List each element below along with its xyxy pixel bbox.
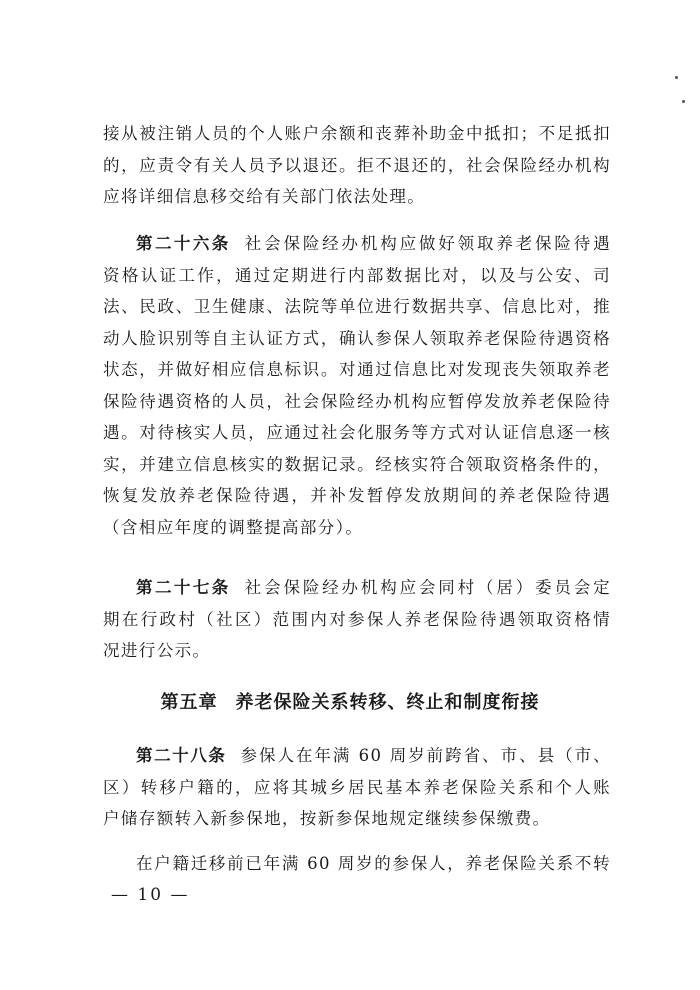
- chapter-number: 第五章: [160, 692, 218, 713]
- scan-mark: [682, 100, 685, 103]
- text-line: 遇。对待核实人员，应通过社会化服务等方式对认证信息逐一核: [103, 423, 611, 442]
- scan-mark: [675, 76, 678, 79]
- article-label: 第二十七条: [136, 578, 231, 597]
- text-line: 状态，并做好相应信息标识。对通过信息比对发现丧失领取养老: [103, 360, 611, 379]
- article-26: [103, 228, 611, 543]
- text-line-rest: 社会保险经办机构应会同村（居）委员会定: [244, 578, 611, 597]
- text-line: 保险待遇资格的人员，社会保险经办机构应暂停发放养老保险待: [103, 391, 611, 411]
- text-line: [103, 572, 611, 604]
- text-line-rest: 参保人在年满 60 周岁前跨省、市、县（市、: [240, 746, 611, 765]
- chapter-heading: [0, 688, 700, 714]
- text-line: 在户籍迁移前已年满 60 周岁的参保人，养老保险关系不转: [136, 854, 611, 873]
- text-line: 动人脸识别等自主认证方式，确认参保人领取养老保险待遇资格: [103, 328, 611, 348]
- paragraph-last: [103, 848, 611, 880]
- page-number: — 10 —: [111, 885, 190, 905]
- text-line: 恢复发放养老保险待遇，并补发暂停发放期间的养老保险待遇: [103, 486, 611, 505]
- article-label: 第二十八条: [136, 746, 227, 765]
- text-line: 区）转移户籍的，应将其城乡居民基本养老保险关系和个人账: [103, 777, 611, 797]
- paragraph-continuation: [103, 118, 611, 213]
- text-line: 期在行政村（社区）范围内对参保人养老保险待遇领取资格情: [103, 609, 611, 629]
- text-line: （含相应年度的调整提高部分）。: [103, 517, 364, 537]
- text-line: 况进行公示。: [103, 641, 211, 660]
- text-line: 的，应责令有关人员予以退还。拒不退还的，社会保险经办机构: [103, 155, 611, 175]
- article-27: [103, 572, 611, 667]
- text-line: [103, 740, 611, 772]
- article-28: [103, 740, 611, 835]
- text-line-rest: 社会保险经办机构应做好领取养老保险待遇: [244, 234, 611, 253]
- text-line: 接从被注销人员的个人账户余额和丧葬补助金中抵扣；不足抵扣: [103, 124, 611, 143]
- text-line: 应将详细信息移交给有关部门依法处理。: [103, 187, 426, 206]
- text-line: 户储存额转入新参保地，按新参保地规定继续参保缴费。: [103, 809, 551, 828]
- text-line: 资格认证工作，通过定期进行内部数据比对，以及与公安、司: [103, 265, 611, 285]
- article-label: 第二十六条: [136, 234, 231, 253]
- chapter-title: 养老保险关系转移、终止和制度衔接: [235, 692, 540, 713]
- text-line: [103, 228, 611, 260]
- text-line: 法、民政、卫生健康、法院等单位进行数据共享、信息比对，推: [103, 297, 611, 316]
- text-line: 实，并建立信息核实的数据记录。经核实符合领取资格条件的，: [103, 454, 611, 474]
